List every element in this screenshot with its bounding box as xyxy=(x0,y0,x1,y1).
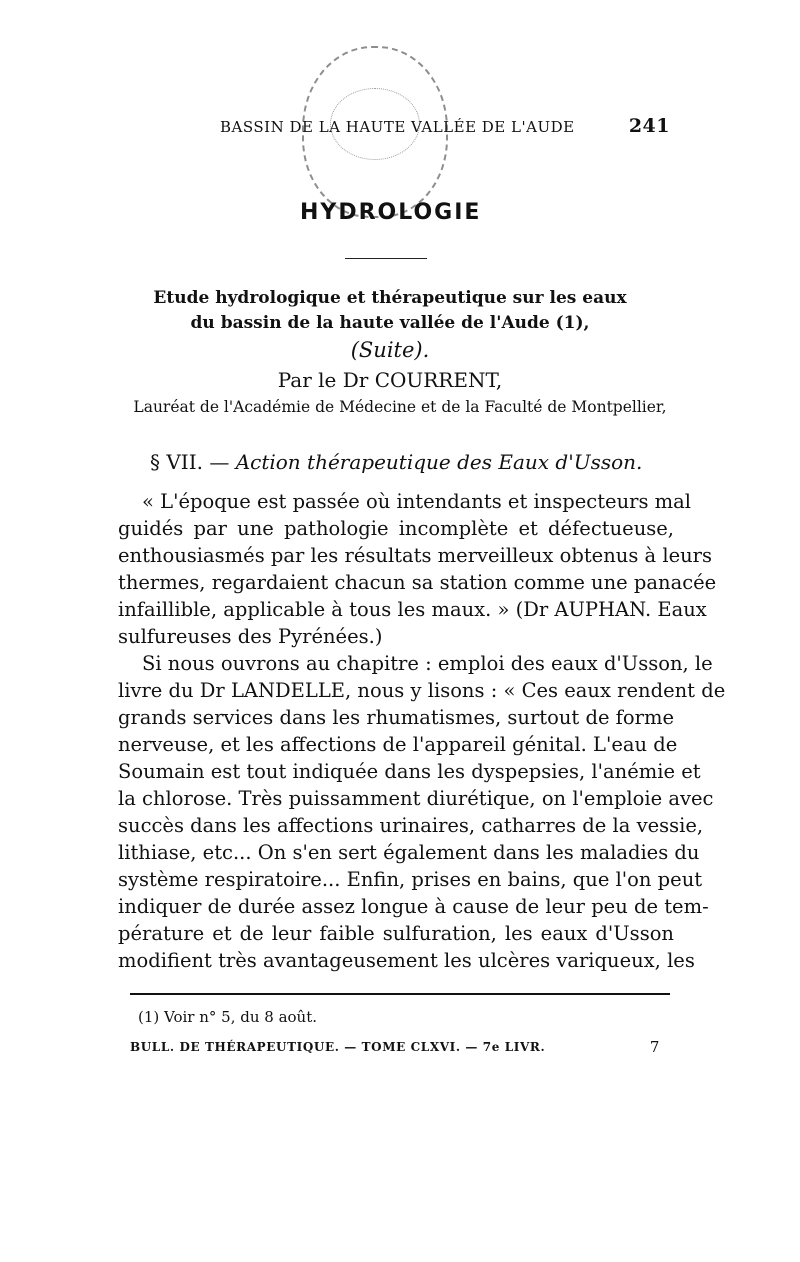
body-line: pérature et de leur faible sulfuration, les eaux d'Usson xyxy=(118,922,674,945)
title-rule xyxy=(345,258,427,259)
author-affiliation: Lauréat de l'Académie de Médecine et de la Faculté de Montpellier, xyxy=(133,398,667,416)
body-line: modifient très avantageusement les ulcères variqueux, les xyxy=(118,949,695,972)
body-line: thermes, regardaient chacun sa station comme une panacée xyxy=(118,571,717,594)
signature-mark: 7 xyxy=(649,1038,660,1056)
body-line: enthousiasmés par les résultats merveilleux obtenus à leurs xyxy=(118,544,713,567)
body-line: guidés par une pathologie incomplète et défectueuse, xyxy=(118,517,674,540)
body-line: sulfureuses des Pyrénées.) xyxy=(118,625,383,648)
body-line: indiquer de durée assez longue à cause de leur peu de tem- xyxy=(118,895,709,918)
author-byline: Par le Dr COURRENT, xyxy=(277,368,503,392)
section-theme: Action thérapeutique des Eaux d'Usson. xyxy=(235,450,643,474)
footnote: (1) Voir n° 5, du 8 août. xyxy=(138,1008,318,1026)
body-line: la chlorose. Très puissamment diurétique, on l'emploie avec xyxy=(118,787,714,810)
section-title: HYDROLOGIE xyxy=(300,200,482,225)
body-line: livre du Dr LANDELLE, nous y lisons : « Ces eaux rendent de xyxy=(118,679,726,702)
body-line: système respiratoire... Enfin, prises en bains, que l'on peut xyxy=(118,868,703,891)
article-title-line-1: Etude hydrologique et thérapeutique sur les eaux xyxy=(153,288,627,308)
page-number: 241 xyxy=(628,115,670,137)
section-heading xyxy=(150,450,670,474)
article-title-line-2: du bassin de la haute vallée de l'Aude (1), xyxy=(190,313,590,333)
body-line: grands services dans les rhumatismes, surtout de forme xyxy=(118,706,674,729)
body-line: Soumain est tout indiquée dans les dyspepsies, l'anémie et xyxy=(118,760,701,783)
footnote-rule xyxy=(130,993,670,995)
running-head-title: BASSIN DE LA HAUTE VALLÉE DE L'AUDE xyxy=(220,118,575,136)
journal-reference: BULL. DE THÉRAPEUTIQUE. — TOME CLXVI. — 7e LIVR. xyxy=(130,1040,546,1054)
body-line: infaillible, applicable à tous les maux. » (Dr AUPHAN. Eaux xyxy=(118,598,707,621)
body-line: succès dans les affections urinaires, catharres de la vessie, xyxy=(118,814,704,837)
body-line: nerveuse, et les affections de l'appareil génital. L'eau de xyxy=(118,733,678,756)
body-line: Si nous ouvrons au chapitre : emploi des eaux d'Usson, le xyxy=(142,652,713,675)
article-suite: (Suite). xyxy=(350,338,430,362)
body-line: lithiase, etc... On s'en sert également dans les maladies du xyxy=(118,841,700,864)
section-number: § VII. — xyxy=(150,450,230,474)
body-line: « L'époque est passée où intendants et inspecteurs mal xyxy=(142,490,692,513)
